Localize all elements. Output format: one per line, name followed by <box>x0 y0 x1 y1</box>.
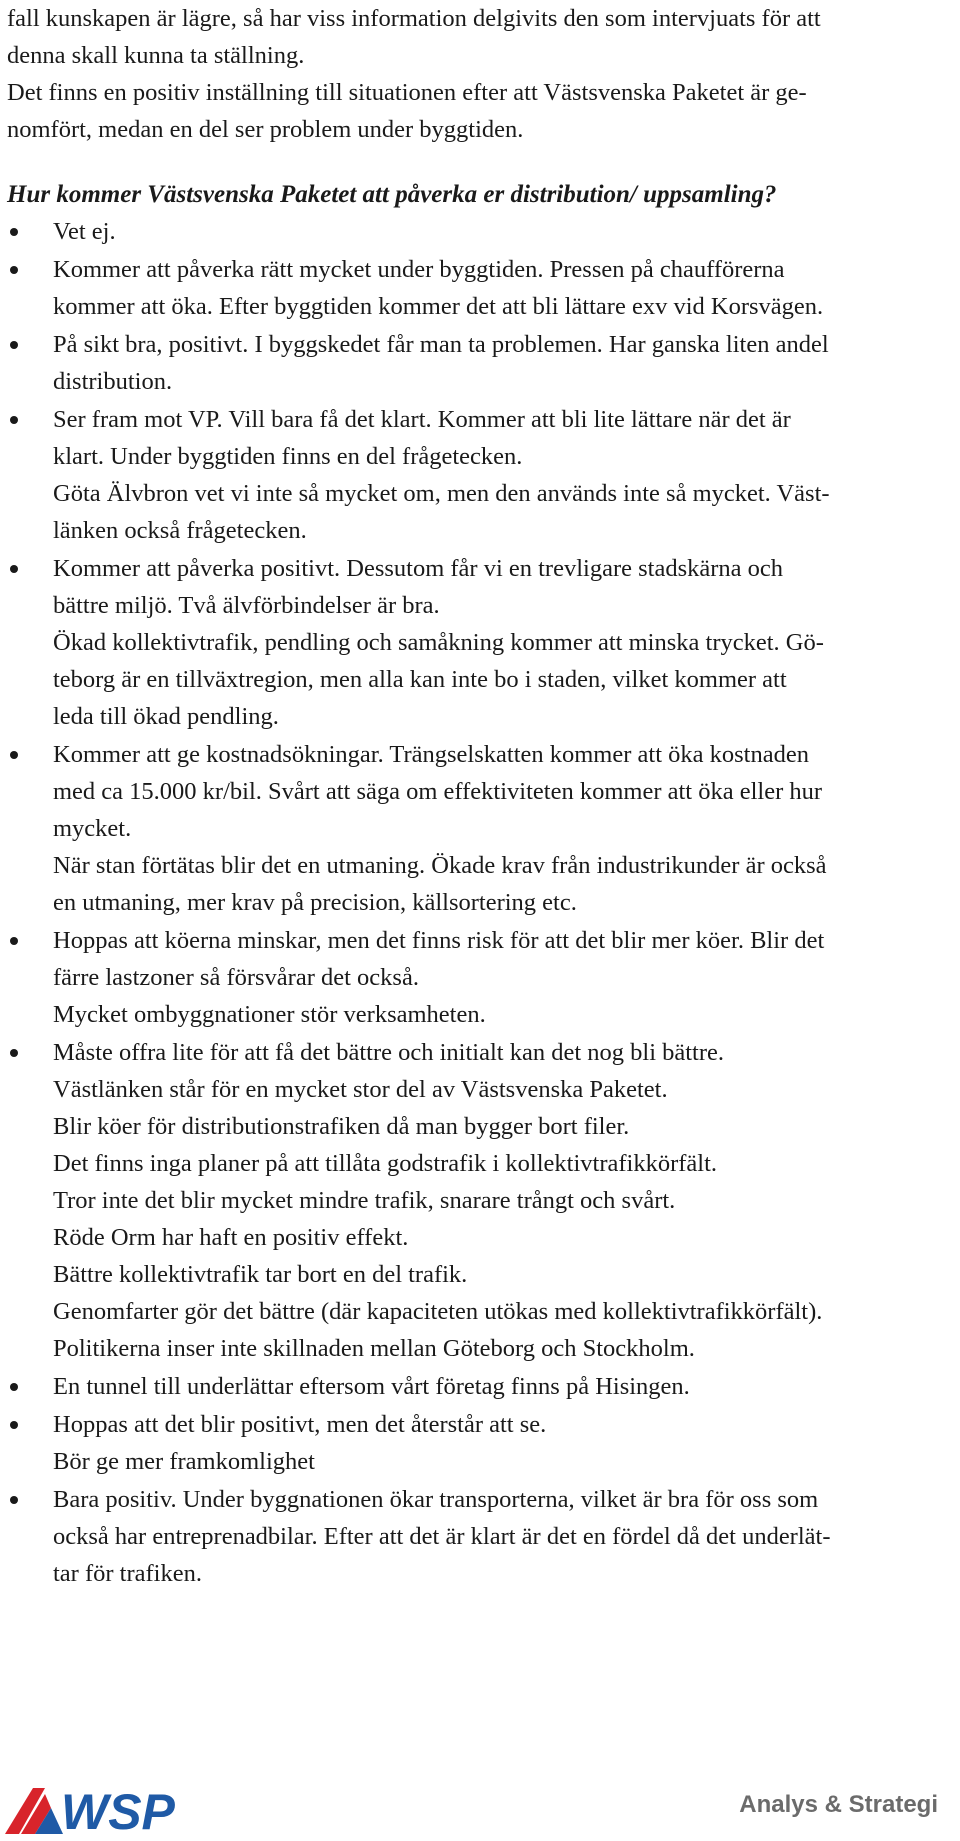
answer-line: Bättre kollektivtrafik tar bort en del trafik. <box>53 1261 468 1288</box>
answer-line: Hoppas att köerna minskar, men det finns risk för att det blir mer köer. Blir det <box>53 927 825 954</box>
body-text <box>7 0 953 1593</box>
bullet-icon <box>10 1421 18 1429</box>
answer-list <box>7 213 953 1592</box>
answer-line: Tror inte det blir mycket mindre trafik, snarare trångt och svårt. <box>53 1187 676 1214</box>
answer-line: Hoppas att det blir positivt, men det återstår att se. <box>53 1411 547 1438</box>
answer-line: tar för trafiken. <box>53 1560 202 1587</box>
intro-line: fall kunskapen är lägre, så har viss information delgivits den som intervjuats för att <box>7 5 821 32</box>
bullet-icon <box>10 937 18 945</box>
answer-item <box>7 326 953 400</box>
answer-line: Mycket ombyggnationer stör verksamheten. <box>53 1001 486 1028</box>
intro-line: denna skall kunna ta ställning. <box>7 42 305 69</box>
bullet-icon <box>10 341 18 349</box>
answer-line: Det finns inga planer på att tillåta godstrafik i kollektivtrafikkörfält. <box>53 1150 718 1177</box>
answer-item <box>7 213 953 250</box>
answer-line: När stan förtätas blir det en utmaning. Ökade krav från industrikunder är också <box>53 852 827 879</box>
intro-line: Det finns en positiv inställning till situationen efter att Västsvenska Paketet är ge- <box>7 79 807 106</box>
answer-line: Ökad kollektivtrafik, pendling och samåkning kommer att minska trycket. Gö- <box>53 629 824 656</box>
answer-line: färre lastzoner så försvårar det också. <box>53 964 419 991</box>
answer-item <box>7 736 953 921</box>
answer-line: Bör ge mer framkomlighet <box>53 1448 315 1475</box>
answer-item <box>7 1034 953 1367</box>
answer-line: Göta Älvbron vet vi inte så mycket om, men den används inte så mycket. Väst- <box>53 480 830 507</box>
answer-item <box>7 251 953 325</box>
answer-line: Vet ej. <box>53 218 116 245</box>
answer-line: distribution. <box>53 368 173 395</box>
wsp-logo <box>5 1780 205 1834</box>
answer-line: Kommer att påverka rätt mycket under byggtiden. Pressen på chaufförerna <box>53 256 785 283</box>
wsp-logo-text: WSP <box>61 1784 175 1834</box>
answer-line: Politikerna inser inte skillnaden mellan Göteborg och Stockholm. <box>53 1335 695 1362</box>
answer-line: länken också frågetecken. <box>53 517 307 544</box>
answer-line: med ca 15.000 kr/bil. Svårt att säga om effektiviteten kommer att öka eller hur <box>53 778 823 805</box>
bullet-icon <box>10 416 18 424</box>
bullet-icon <box>10 1049 18 1057</box>
answer-line: kommer att öka. Efter byggtiden kommer det att bli lättare exv vid Korsvägen. <box>53 293 824 320</box>
wsp-logo-mark <box>5 1788 63 1834</box>
bullet-icon <box>10 266 18 274</box>
answer-item <box>7 1481 953 1592</box>
answer-line: Blir köer för distributionstrafiken då man bygger bort filer. <box>53 1113 630 1140</box>
bullet-icon <box>10 565 18 573</box>
answer-line: Genomfarter gör det bättre (där kapaciteten utökas med kollektivtrafikkörfält). <box>53 1298 823 1325</box>
answer-line: klart. Under byggtiden finns en del frågetecken. <box>53 443 523 470</box>
answer-item <box>7 1406 953 1480</box>
answer-item <box>7 550 953 735</box>
intro-paragraph <box>7 0 953 148</box>
answer-line: också har entreprenadbilar. Efter att det är klart är det en fördel då det underlät- <box>53 1523 831 1550</box>
answer-line: bättre miljö. Två älvförbindelser är bra. <box>53 592 440 619</box>
answer-line: Kommer att ge kostnadsökningar. Trängselskatten kommer att öka kostnaden <box>53 741 809 768</box>
answer-line: Västlänken står för en mycket stor del av Västsvenska Paketet. <box>53 1076 668 1103</box>
answer-item <box>7 401 953 549</box>
bullet-icon <box>10 751 18 759</box>
answer-line: leda till ökad pendling. <box>53 703 279 730</box>
footer-department-label: Analys & Strategi <box>739 1791 938 1818</box>
answer-line: Kommer att påverka positivt. Dessutom får vi en trevligare stadskärna och <box>53 555 784 582</box>
intro-line: nomfört, medan en del ser problem under byggtiden. <box>7 116 524 143</box>
question-heading: Hur kommer Västsvenska Paketet att påverka er distribution/ uppsamling? <box>7 181 777 208</box>
answer-line: Måste offra lite för att få det bättre och initialt kan det nog bli bättre. <box>53 1039 725 1066</box>
answer-item <box>7 922 953 1033</box>
answer-line: Röde Orm har haft en positiv effekt. <box>53 1224 409 1251</box>
answer-line: mycket. <box>53 815 132 842</box>
answer-line: Ser fram mot VP. Vill bara få det klart. Kommer att bli lite lättare när det är <box>53 406 791 433</box>
answer-line: En tunnel till underlättar eftersom vårt företag finns på Hisingen. <box>53 1373 690 1400</box>
bullet-icon <box>10 1496 18 1504</box>
answer-line: På sikt bra, positivt. I byggskedet får man ta problemen. Har ganska liten andel <box>53 331 829 358</box>
answer-item <box>7 1368 953 1405</box>
bullet-icon <box>10 228 18 236</box>
answer-line: Bara positiv. Under byggnationen ökar transporterna, vilket är bra för oss som <box>53 1486 819 1513</box>
answer-line: en utmaning, mer krav på precision, källsortering etc. <box>53 889 577 916</box>
answer-line: teborg är en tillväxtregion, men alla kan inte bo i staden, vilket kommer att <box>53 666 787 693</box>
bullet-icon <box>10 1383 18 1391</box>
